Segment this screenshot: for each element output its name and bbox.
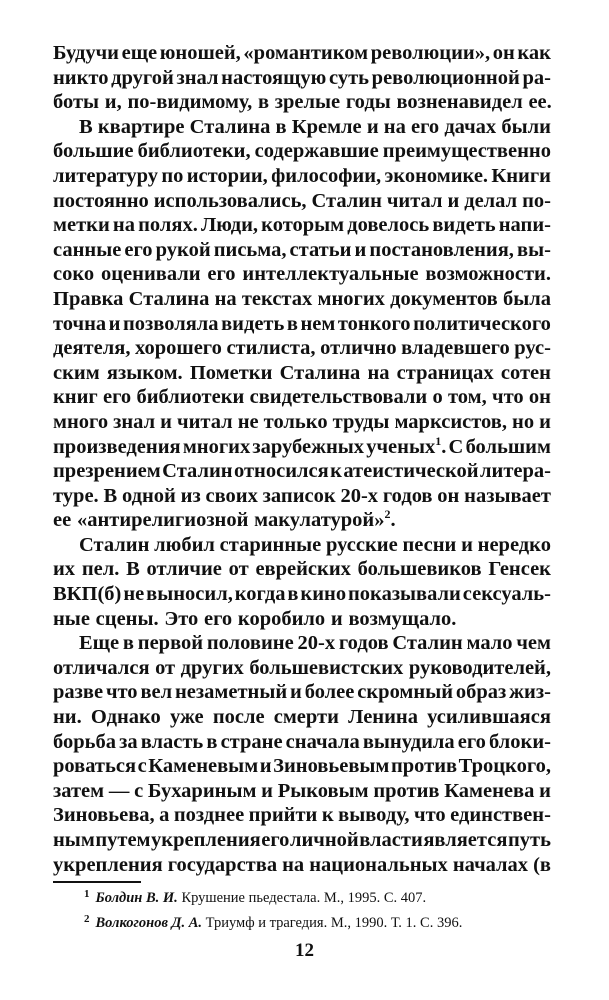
- word: власть: [140, 730, 204, 753]
- word: другой: [111, 66, 174, 89]
- word: национальных: [309, 853, 448, 876]
- word: с: [134, 779, 144, 802]
- text-line: [53, 90, 551, 115]
- word: в: [287, 583, 299, 606]
- word: была: [502, 287, 551, 310]
- word: Еще: [79, 632, 120, 655]
- word: против: [373, 779, 440, 802]
- word: о: [432, 386, 443, 409]
- word: его: [411, 115, 440, 138]
- text-line: [53, 828, 551, 853]
- text-line: [53, 730, 551, 755]
- word: В: [79, 115, 93, 138]
- word: не: [237, 410, 259, 433]
- text-line: [53, 754, 551, 779]
- word: незаметный: [174, 681, 288, 704]
- word: были: [501, 115, 551, 138]
- word: коробило: [237, 607, 326, 630]
- word: Сталина: [279, 361, 361, 384]
- footnote-2: [84, 909, 554, 934]
- word: письма,: [213, 238, 287, 261]
- word: Будучи: [53, 42, 119, 64]
- word: записок: [262, 484, 336, 507]
- word: произведения: [53, 435, 181, 458]
- word: 20-х: [340, 484, 379, 507]
- word: и: [354, 238, 367, 261]
- word: что: [105, 681, 138, 704]
- word: годов: [382, 484, 433, 507]
- word: старинные: [219, 533, 322, 556]
- word: документов: [390, 287, 498, 310]
- word: первой: [137, 632, 204, 655]
- word: читал: [177, 410, 233, 433]
- word: Однако: [90, 706, 161, 729]
- word: тонкого: [337, 312, 411, 335]
- word: Кремле: [291, 115, 362, 138]
- word: кино: [300, 583, 347, 606]
- word: мало: [466, 632, 513, 655]
- word: много: [53, 410, 109, 433]
- word: является: [423, 829, 508, 851]
- word: Сталина: [189, 115, 271, 138]
- footnote-author: Болдин В. И.: [95, 890, 178, 906]
- word: и: [330, 607, 343, 630]
- word: Сталин: [162, 460, 233, 483]
- word: в: [206, 730, 218, 753]
- word: Бухариным: [147, 779, 257, 802]
- word: по-: [522, 189, 551, 212]
- word: политического: [413, 312, 551, 335]
- word: туре.: [53, 484, 99, 507]
- word: довелось: [347, 214, 430, 237]
- text-line: [53, 459, 551, 484]
- word: вел: [140, 681, 173, 704]
- word: владевшего: [401, 337, 510, 360]
- word: а: [159, 804, 170, 827]
- word: после: [212, 706, 265, 729]
- word: руководителей,: [408, 656, 551, 679]
- word: и: [447, 189, 460, 212]
- word: и: [539, 410, 551, 433]
- word: сексуаль-: [462, 583, 551, 606]
- body-text: [53, 41, 551, 877]
- word: позволяла: [123, 312, 219, 335]
- word: атеистической: [343, 460, 479, 483]
- word: Сталина: [128, 287, 210, 310]
- word: к: [321, 804, 334, 827]
- word: ским: [53, 361, 100, 384]
- word: возможности.: [425, 263, 551, 286]
- word: Каменевым: [148, 755, 259, 778]
- word: любил: [154, 533, 215, 556]
- word: «антирелигиозной: [76, 509, 249, 532]
- word: нередко: [477, 533, 551, 556]
- word: что: [414, 804, 446, 827]
- word: образ: [455, 681, 507, 704]
- word: Сталин: [311, 189, 382, 212]
- word: содержавшие: [254, 140, 379, 163]
- word: годы: [345, 91, 391, 114]
- word: и: [366, 115, 379, 138]
- word: его: [204, 607, 233, 630]
- word: единствен-: [450, 804, 551, 827]
- word: большевистских: [249, 656, 404, 679]
- word: ученых$^1$.: [366, 433, 447, 458]
- word: в: [257, 91, 270, 114]
- footnote-ref: 1: [435, 433, 442, 448]
- word: использовались,: [153, 189, 307, 212]
- word: свидетельствовали: [249, 386, 428, 409]
- word: и: [461, 533, 473, 556]
- word: марксистов,: [394, 410, 507, 433]
- word: сотен: [500, 361, 551, 384]
- word: вынудила: [362, 730, 455, 753]
- word: началах: [452, 853, 529, 876]
- text-line: [53, 779, 551, 804]
- text-line: [53, 680, 551, 705]
- word: читал: [386, 189, 443, 212]
- word: он: [492, 42, 515, 64]
- text-line: [53, 41, 551, 66]
- word: прийти: [248, 804, 318, 827]
- word: полях.: [138, 214, 198, 237]
- word: называет: [464, 484, 551, 507]
- word: В: [103, 484, 118, 507]
- word: против: [390, 755, 458, 778]
- word: и: [539, 779, 551, 802]
- text-line: [53, 533, 551, 558]
- word: пел.: [81, 558, 120, 581]
- footnote-ref: 2: [384, 507, 391, 522]
- word: его: [103, 386, 132, 409]
- text-line: [53, 410, 551, 435]
- word: на: [112, 214, 135, 237]
- word: революционной: [371, 66, 520, 89]
- word: как: [517, 42, 551, 64]
- word: Люди,: [200, 214, 259, 237]
- word: библиотеки: [136, 386, 245, 409]
- word: Пометки: [189, 361, 273, 384]
- word: настоящую: [221, 66, 327, 89]
- word: 20-х: [297, 632, 336, 655]
- word: отличие: [146, 558, 222, 581]
- word: рукой: [155, 238, 211, 261]
- text-line: [53, 631, 551, 656]
- word: годов: [338, 632, 389, 655]
- word: выносил,: [146, 583, 233, 606]
- word: еврейских: [255, 558, 351, 581]
- word: Правка: [53, 287, 124, 310]
- word: Зиновьевым: [273, 755, 390, 778]
- word: он: [437, 484, 460, 507]
- text-line: [53, 189, 551, 214]
- text-line: [53, 287, 551, 312]
- word: книг: [53, 386, 98, 409]
- text-line: [53, 164, 551, 189]
- word: более: [304, 681, 355, 704]
- word: по-видимому,: [127, 91, 253, 114]
- word: не: [123, 583, 145, 606]
- word: большим: [465, 435, 551, 458]
- word: макулатурой»$^2$.: [254, 507, 396, 532]
- word: из: [180, 484, 201, 507]
- word: от: [155, 656, 176, 679]
- word: отличался: [53, 656, 150, 679]
- word: и: [261, 779, 273, 802]
- word: государства: [167, 853, 278, 876]
- footnote-text: Крушение пьедестала. М., 1995. С. 407.: [177, 890, 427, 906]
- word: за: [119, 730, 138, 753]
- word: сцены.: [95, 607, 159, 630]
- word: суть: [328, 66, 369, 89]
- word: в: [286, 312, 298, 335]
- word: Сталин: [392, 632, 463, 655]
- word: его: [457, 730, 486, 753]
- word: в: [275, 115, 287, 138]
- word: нем: [300, 312, 336, 335]
- word: (в: [533, 853, 551, 876]
- word: том,: [448, 386, 487, 409]
- word: власти: [359, 829, 423, 851]
- word: борьба: [53, 730, 116, 753]
- word: путь: [507, 829, 551, 851]
- word: метки: [53, 214, 110, 237]
- word: русские: [326, 533, 398, 556]
- word: роваться: [53, 755, 137, 778]
- word: которым: [261, 214, 345, 237]
- word: напи-: [498, 214, 551, 237]
- word: ВКП(б): [53, 583, 122, 606]
- word: Ленина: [348, 706, 418, 729]
- word: но: [512, 410, 535, 433]
- word: отлично: [320, 337, 397, 360]
- footnote-text: Триумф и трагедия. М., 1990. Т. 1. С. 396.: [202, 915, 463, 931]
- word: его: [124, 238, 153, 261]
- word: и: [160, 410, 172, 433]
- word: песни: [402, 533, 457, 556]
- word: на: [383, 115, 406, 138]
- word: большие: [53, 140, 134, 163]
- footnote-number: 1: [84, 888, 90, 900]
- word: и: [290, 681, 302, 704]
- word: половине: [206, 632, 294, 655]
- word: литера-: [480, 460, 551, 483]
- word: литературу: [53, 164, 159, 187]
- text-line: [53, 238, 551, 263]
- word: своих: [205, 484, 258, 507]
- word: показывали: [348, 583, 461, 606]
- word: рус-: [514, 337, 551, 360]
- word: интеллектуальные: [242, 263, 419, 286]
- word: знал: [176, 66, 219, 89]
- word: никто: [53, 66, 109, 89]
- text-line: [53, 361, 551, 386]
- word: экономике.: [384, 164, 489, 187]
- word: его: [261, 829, 290, 851]
- text-line: [53, 582, 551, 607]
- word: языком.: [106, 361, 183, 384]
- word: В: [126, 558, 140, 581]
- word: труды: [332, 410, 390, 433]
- word: большевиков: [357, 558, 482, 581]
- word: стране: [220, 730, 283, 753]
- word: боты: [53, 91, 100, 114]
- word: других: [180, 656, 244, 679]
- word: библиотеки,: [137, 140, 251, 163]
- word: только: [263, 410, 328, 433]
- word: он: [528, 386, 551, 409]
- word: выводу,: [338, 804, 410, 827]
- footnote-1: [84, 884, 554, 909]
- word: философии,: [271, 164, 382, 187]
- footnotes: [84, 884, 554, 934]
- word: ра-: [522, 66, 551, 89]
- word: жиз-: [509, 681, 551, 704]
- word: С: [448, 435, 464, 458]
- word: оценивали: [100, 263, 201, 286]
- word: многих: [317, 287, 385, 310]
- word: на: [367, 361, 390, 384]
- word: многих: [182, 435, 251, 458]
- word: в: [122, 632, 134, 655]
- text-line: [53, 508, 551, 533]
- text-line: [53, 262, 551, 287]
- text-line: [53, 66, 551, 91]
- word: и: [108, 312, 121, 335]
- word: —: [108, 779, 130, 802]
- text-line: [53, 853, 551, 878]
- word: скромный: [357, 681, 454, 704]
- word: истории,: [186, 164, 268, 187]
- word: ее: [53, 509, 72, 532]
- word: текстах: [241, 287, 313, 310]
- word: преимущественно: [382, 140, 551, 163]
- word: путем: [95, 829, 151, 851]
- word: на: [214, 287, 237, 310]
- word: затем: [53, 779, 105, 802]
- word: Рыковым: [277, 779, 369, 802]
- word: с: [137, 755, 147, 778]
- word: стилиста,: [226, 337, 316, 360]
- text-line: [53, 557, 551, 582]
- word: уже: [169, 706, 204, 729]
- word: одной: [121, 484, 176, 507]
- word: Книги: [491, 164, 551, 187]
- word: Сталин: [79, 533, 150, 556]
- word: позднее: [173, 804, 245, 827]
- word: революции»,: [370, 42, 491, 64]
- word: блоки-: [489, 730, 551, 753]
- footnote-number: 2: [84, 913, 90, 925]
- word: личной: [289, 829, 359, 851]
- word: видеть: [432, 214, 496, 237]
- text-line: [53, 336, 551, 361]
- word: деятеля,: [53, 337, 131, 360]
- text-line: [53, 213, 551, 238]
- word: по: [161, 164, 184, 187]
- word: санные: [53, 238, 122, 261]
- word: Каменева: [444, 779, 535, 802]
- word: постановления,: [369, 238, 514, 261]
- text-line: [53, 385, 551, 410]
- word: хорошего: [135, 337, 222, 360]
- word: еще: [121, 42, 158, 64]
- word: что: [492, 386, 524, 409]
- word: относился: [233, 460, 329, 483]
- page-number: 12: [295, 940, 314, 961]
- text-line: [53, 607, 551, 632]
- text-line: [53, 435, 551, 460]
- word: укрепления: [151, 829, 261, 851]
- word: ным: [53, 829, 95, 851]
- word: от: [228, 558, 249, 581]
- word: его: [207, 263, 236, 286]
- word: возненавидел: [396, 91, 523, 114]
- footnote-divider: [53, 881, 141, 883]
- word: их: [53, 558, 76, 581]
- word: квартире: [97, 115, 185, 138]
- word: соко: [53, 263, 95, 286]
- word: сначала: [285, 730, 360, 753]
- word: зарубежных: [252, 435, 365, 458]
- word: презрением: [53, 460, 161, 483]
- text-line: [53, 705, 551, 730]
- word: вы-: [517, 238, 551, 261]
- word: Троцкого,: [458, 755, 551, 778]
- word: смерти: [273, 706, 339, 729]
- word: страницах: [396, 361, 494, 384]
- word: дачах: [444, 115, 497, 138]
- word: чем: [516, 632, 551, 655]
- word: усилившаяся: [427, 706, 551, 729]
- text-line: [53, 484, 551, 509]
- word: возмущало.: [348, 607, 457, 630]
- word: ные: [53, 607, 90, 630]
- text-line: [53, 115, 551, 140]
- word: когда: [234, 583, 286, 606]
- word: к: [330, 460, 342, 483]
- word: юношей,: [159, 42, 241, 64]
- text-line: [53, 139, 551, 164]
- word: видеть: [221, 312, 285, 335]
- footnote-author: Волкогонов Д. А.: [95, 915, 203, 931]
- word: зрелые: [274, 91, 341, 114]
- word: постоянно: [53, 189, 149, 212]
- word: знал: [113, 410, 156, 433]
- word: точна: [53, 312, 107, 335]
- word: «романтиком: [243, 42, 369, 64]
- word: ни.: [53, 706, 82, 729]
- word: Генсек: [488, 558, 551, 581]
- word: делал: [464, 189, 518, 212]
- text-line: [53, 312, 551, 337]
- word: разве: [53, 681, 104, 704]
- word: укрепления: [53, 853, 163, 876]
- word: статьи: [289, 238, 352, 261]
- text-line: [53, 656, 551, 681]
- word: и,: [104, 91, 122, 114]
- word: Зиновьева,: [53, 804, 155, 827]
- word: на: [282, 853, 305, 876]
- text-line: [53, 803, 551, 828]
- word: ее.: [528, 91, 552, 114]
- word: Это: [164, 607, 199, 630]
- word: и: [259, 755, 272, 778]
